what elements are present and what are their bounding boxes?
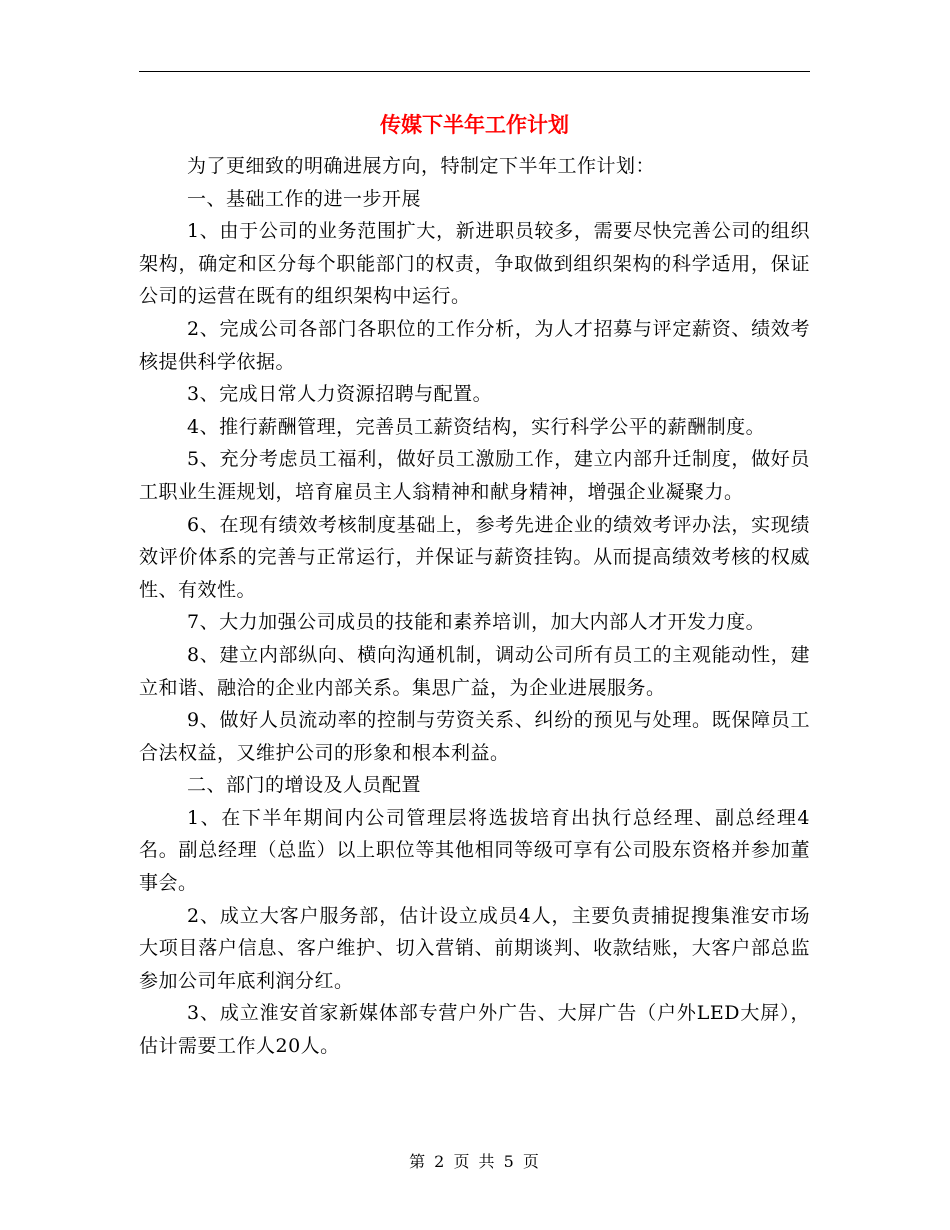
section-heading-2: 二、部门的增设及人员配置 bbox=[187, 774, 422, 797]
document-title: 传媒下半年工作计划 bbox=[380, 112, 569, 137]
body-paragraph: 4、推行薪酬管理，完善员工薪资结构，实行科学公平的薪酬制度。 bbox=[187, 415, 766, 438]
header-rule bbox=[139, 71, 810, 72]
body-paragraph: 1、在下半年期间内公司管理层将选拔培育出执行总经理、副总经理4名。副总经理（总监）以上职位等其他相同等级可享有公司股东资格并参加董事会。 bbox=[139, 806, 810, 895]
document-body bbox=[139, 150, 810, 1063]
body-paragraph: 3、完成日常人力资源招聘与配置。 bbox=[187, 383, 493, 406]
section-heading-1: 一、基础工作的进一步开展 bbox=[187, 187, 422, 210]
body-paragraph: 5、充分考虑员工福利，做好员工激励工作，建立内部升迁制度，做好员工职业生涯规划，培育雇员主人翁精神和献身精神，增强企业凝聚力。 bbox=[139, 448, 810, 503]
body-paragraph: 2、完成公司各部门各职位的工作分析，为人才招募与评定薪资、绩效考核提供科学依据。 bbox=[139, 317, 810, 373]
intro-paragraph: 为了更细致的明确进展方向，特制定下半年工作计划： bbox=[187, 155, 656, 177]
body-paragraph: 3、成立淮安首家新媒体部专营户外广告、大屏广告（户外LED大屏），估计需要工作人20人。 bbox=[139, 1002, 810, 1058]
page-number-footer: 第 2 页 共 5 页 bbox=[409, 1152, 541, 1171]
body-paragraph: 7、大力加强公司成员的技能和素养培训，加大内部人才开发力度。 bbox=[187, 611, 766, 634]
body-paragraph: 2、成立大客户服务部，估计设立成员4人，主要负责捕捉搜集淮安市场大项目落户信息、客户维护、切入营销、前期谈判、收款结账，大客户部总监参加公司年底利润分红。 bbox=[139, 904, 810, 992]
body-paragraph: 1、由于公司的业务范围扩大，新进职员较多，需要尽快完善公司的组织架构，确定和区分每个职能部门的权责，争取做到组织架构的科学适用，保证公司的运营在既有的组织架构中运行。 bbox=[139, 220, 810, 308]
body-paragraph: 9、做好人员流动率的控制与劳资关系、纠纷的预见与处理。既保障员工合法权益，又维护公司的形象和根本利益。 bbox=[139, 709, 810, 764]
body-paragraph: 6、在现有绩效考核制度基础上，参考先进企业的绩效考评办法，实现绩效评价体系的完善与正常运行，并保证与薪资挂钩。从而提高绩效考核的权威性、有效性。 bbox=[139, 513, 810, 601]
body-paragraph: 8、建立内部纵向、横向沟通机制，调动公司所有员工的主观能动性，建立和谐、融洽的企业内部关系。集思广益，为企业进展服务。 bbox=[139, 643, 810, 699]
